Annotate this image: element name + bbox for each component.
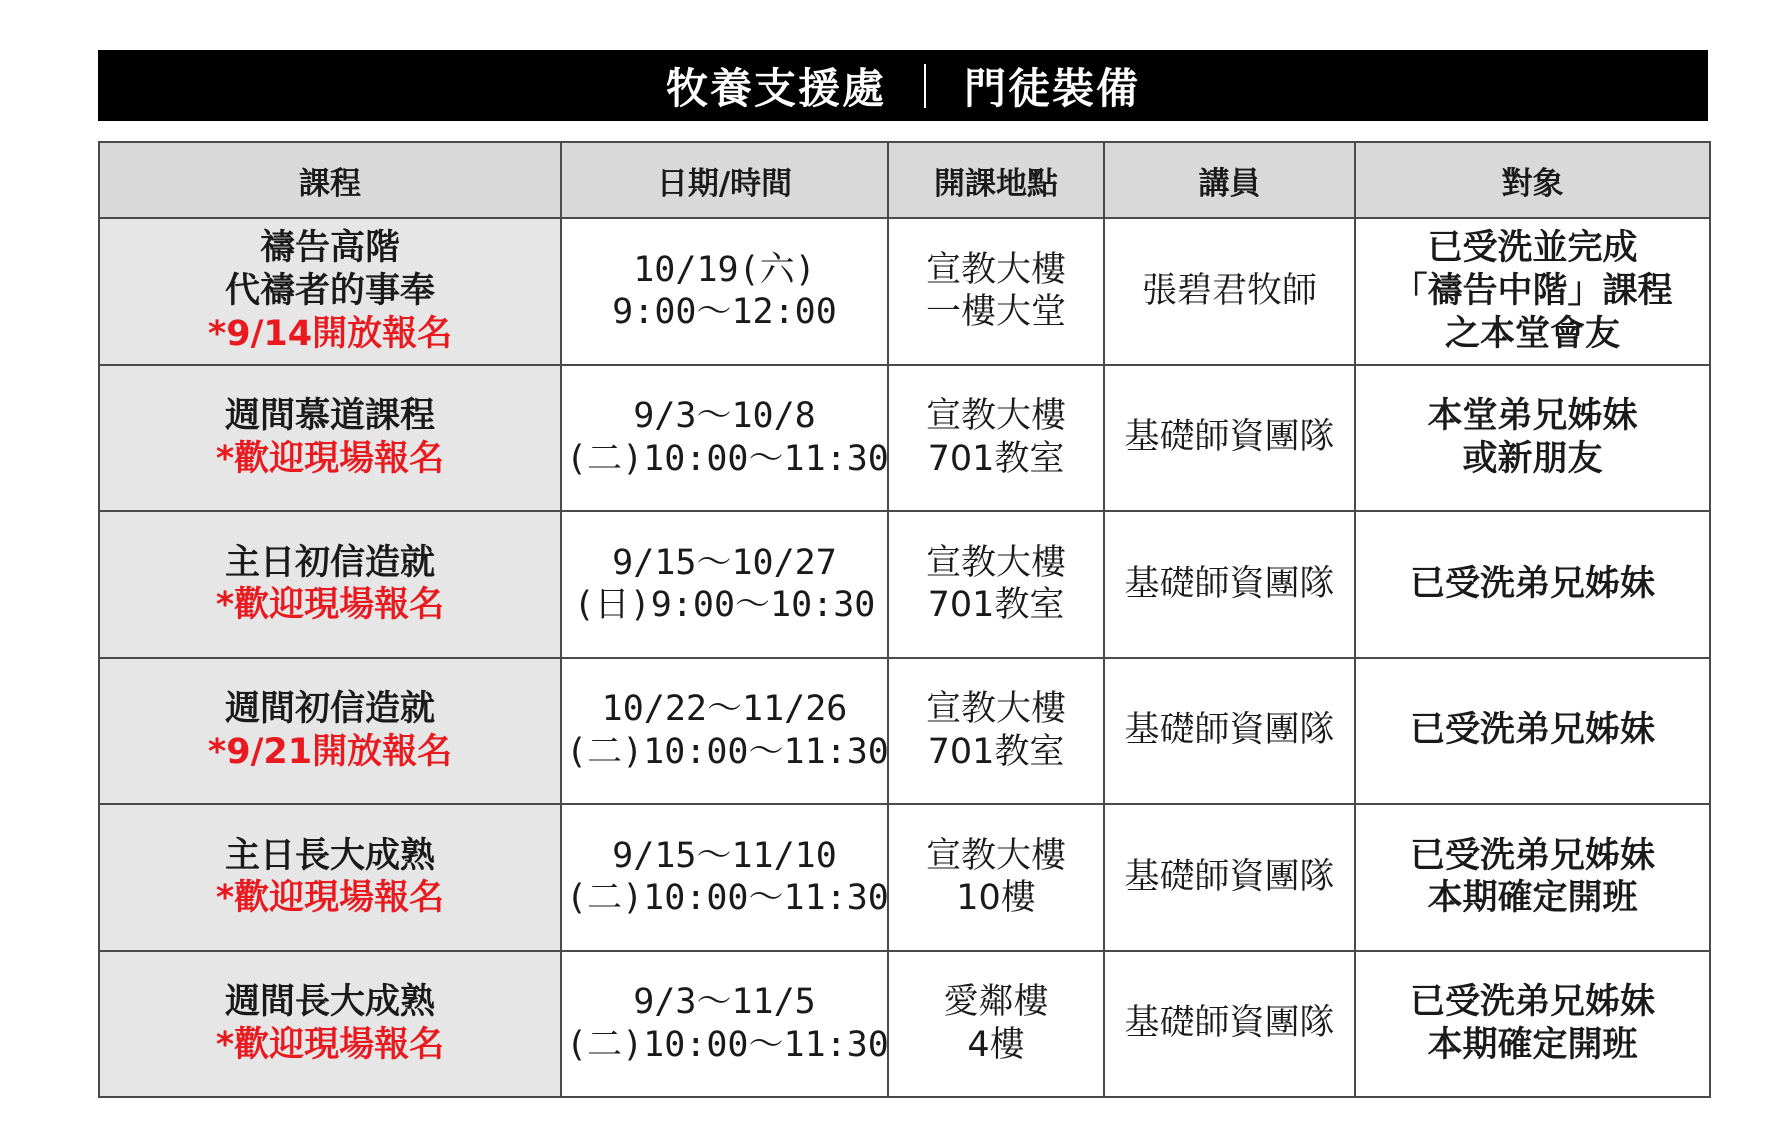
location-line: 4樓: [967, 1024, 1025, 1065]
target-cell: [1355, 218, 1710, 365]
location-line: 701教室: [927, 438, 1065, 479]
target-line: 本期確定開班: [1427, 1024, 1638, 1065]
location-line: 701教室: [927, 585, 1065, 626]
course-cell: [99, 951, 561, 1098]
datetime-cell: [561, 804, 888, 951]
datetime-cell: [561, 658, 888, 805]
course-name-line: 主日長大成熟: [224, 835, 435, 876]
course-cell: [99, 658, 561, 805]
registration-note: *歡迎現場報名: [215, 438, 445, 479]
datetime-line: (二)10:00～11:30: [566, 438, 889, 479]
banner-department: 牧養支援處: [665, 63, 886, 113]
location-line: 宣教大樓: [925, 249, 1066, 290]
registration-note: *歡迎現場報名: [215, 585, 445, 626]
datetime-line: 9:00～12:00: [612, 292, 837, 333]
location-cell: [888, 951, 1104, 1098]
datetime-cell: [561, 218, 888, 365]
datetime-line: 9/15～10/27: [612, 542, 837, 583]
location-cell: [888, 658, 1104, 805]
target-cell: [1355, 365, 1710, 512]
banner-divider: [924, 64, 926, 108]
location-line: 10樓: [956, 878, 1036, 919]
registration-note: *9/21開放報名: [207, 731, 453, 772]
target-line: 本堂弟兄姊妹: [1427, 396, 1638, 437]
table-row: [99, 951, 1710, 1098]
table-row: [99, 658, 1710, 805]
location-line: 701教室: [927, 731, 1065, 772]
target-line: 已受洗弟兄姊妹: [1409, 835, 1655, 876]
course-name-line: 代禱者的事奉: [224, 270, 435, 311]
registration-note: *9/14開放報名: [207, 313, 453, 354]
speaker-cell: 基礎師資團隊: [1104, 511, 1355, 658]
location-cell: [888, 218, 1104, 365]
course-cell: [99, 218, 561, 365]
registration-note: *歡迎現場報名: [215, 878, 445, 919]
registration-note: *歡迎現場報名: [215, 1024, 445, 1065]
speaker-cell: 基礎師資團隊: [1104, 951, 1355, 1098]
header-course: 課程: [99, 142, 561, 218]
datetime-line: 10/19(六): [633, 249, 816, 290]
target-line: 已受洗並完成: [1427, 228, 1638, 269]
speaker-cell: 張碧君牧師: [1104, 218, 1355, 365]
location-line: 宣教大樓: [925, 689, 1066, 730]
course-cell: [99, 365, 561, 512]
target-cell: [1355, 951, 1710, 1098]
datetime-cell: [561, 365, 888, 512]
target-line: 已受洗弟兄姊妹: [1409, 982, 1655, 1023]
course-cell: [99, 804, 561, 951]
location-line: 愛鄰樓: [943, 982, 1049, 1023]
location-line: 宣教大樓: [925, 835, 1066, 876]
course-name-line: 週間長大成熟: [224, 982, 435, 1023]
datetime-line: (二)10:00～11:30: [566, 878, 889, 919]
location-cell: [888, 365, 1104, 512]
target-cell: [1355, 804, 1710, 951]
target-line: 「禱告中階」課程: [1392, 270, 1673, 311]
location-line: 宣教大樓: [925, 542, 1066, 583]
course-cell: [99, 511, 561, 658]
location-cell: [888, 804, 1104, 951]
course-name-line: 週間慕道課程: [224, 396, 435, 437]
course-name-line: 主日初信造就: [224, 542, 435, 583]
table-row: [99, 511, 1710, 658]
page-banner: [98, 50, 1708, 121]
header-speaker: 講員: [1104, 142, 1355, 218]
location-line: 宣教大樓: [925, 396, 1066, 437]
table-header-row: [99, 142, 1710, 218]
datetime-line: 9/3～10/8: [633, 396, 816, 437]
header-location: 開課地點: [888, 142, 1104, 218]
course-schedule-table: [98, 141, 1711, 1098]
datetime-cell: [561, 951, 888, 1098]
datetime-cell: [561, 511, 888, 658]
course-name-line: 禱告高階: [259, 228, 400, 269]
speaker-cell: 基礎師資團隊: [1104, 658, 1355, 805]
target-line: 已受洗弟兄姊妹: [1409, 563, 1655, 604]
table-row: [99, 804, 1710, 951]
datetime-line: 9/15～11/10: [612, 835, 837, 876]
speaker-cell: 基礎師資團隊: [1104, 365, 1355, 512]
target-cell: [1355, 658, 1710, 805]
datetime-line: (二)10:00～11:30: [566, 731, 889, 772]
target-line: 本期確定開班: [1427, 878, 1638, 919]
datetime-line: (二)10:00～11:30: [566, 1024, 889, 1065]
target-line: 之本堂會友: [1444, 313, 1620, 354]
header-target: 對象: [1355, 142, 1710, 218]
datetime-line: 9/3～11/5: [633, 982, 816, 1023]
target-cell: [1355, 511, 1710, 658]
speaker-cell: 基礎師資團隊: [1104, 804, 1355, 951]
datetime-line: 10/22～11/26: [601, 689, 848, 730]
location-line: 一樓大堂: [925, 292, 1066, 333]
course-name-line: 週間初信造就: [224, 689, 435, 730]
location-cell: [888, 511, 1104, 658]
table-row: [99, 365, 1710, 512]
target-line: 或新朋友: [1462, 438, 1603, 479]
header-datetime: 日期/時間: [561, 142, 888, 218]
banner-program: 門徒裝備: [964, 63, 1141, 113]
table-row: [99, 218, 1710, 365]
target-line: 已受洗弟兄姊妹: [1409, 710, 1655, 751]
datetime-line: (日)9:00～10:30: [573, 585, 876, 626]
